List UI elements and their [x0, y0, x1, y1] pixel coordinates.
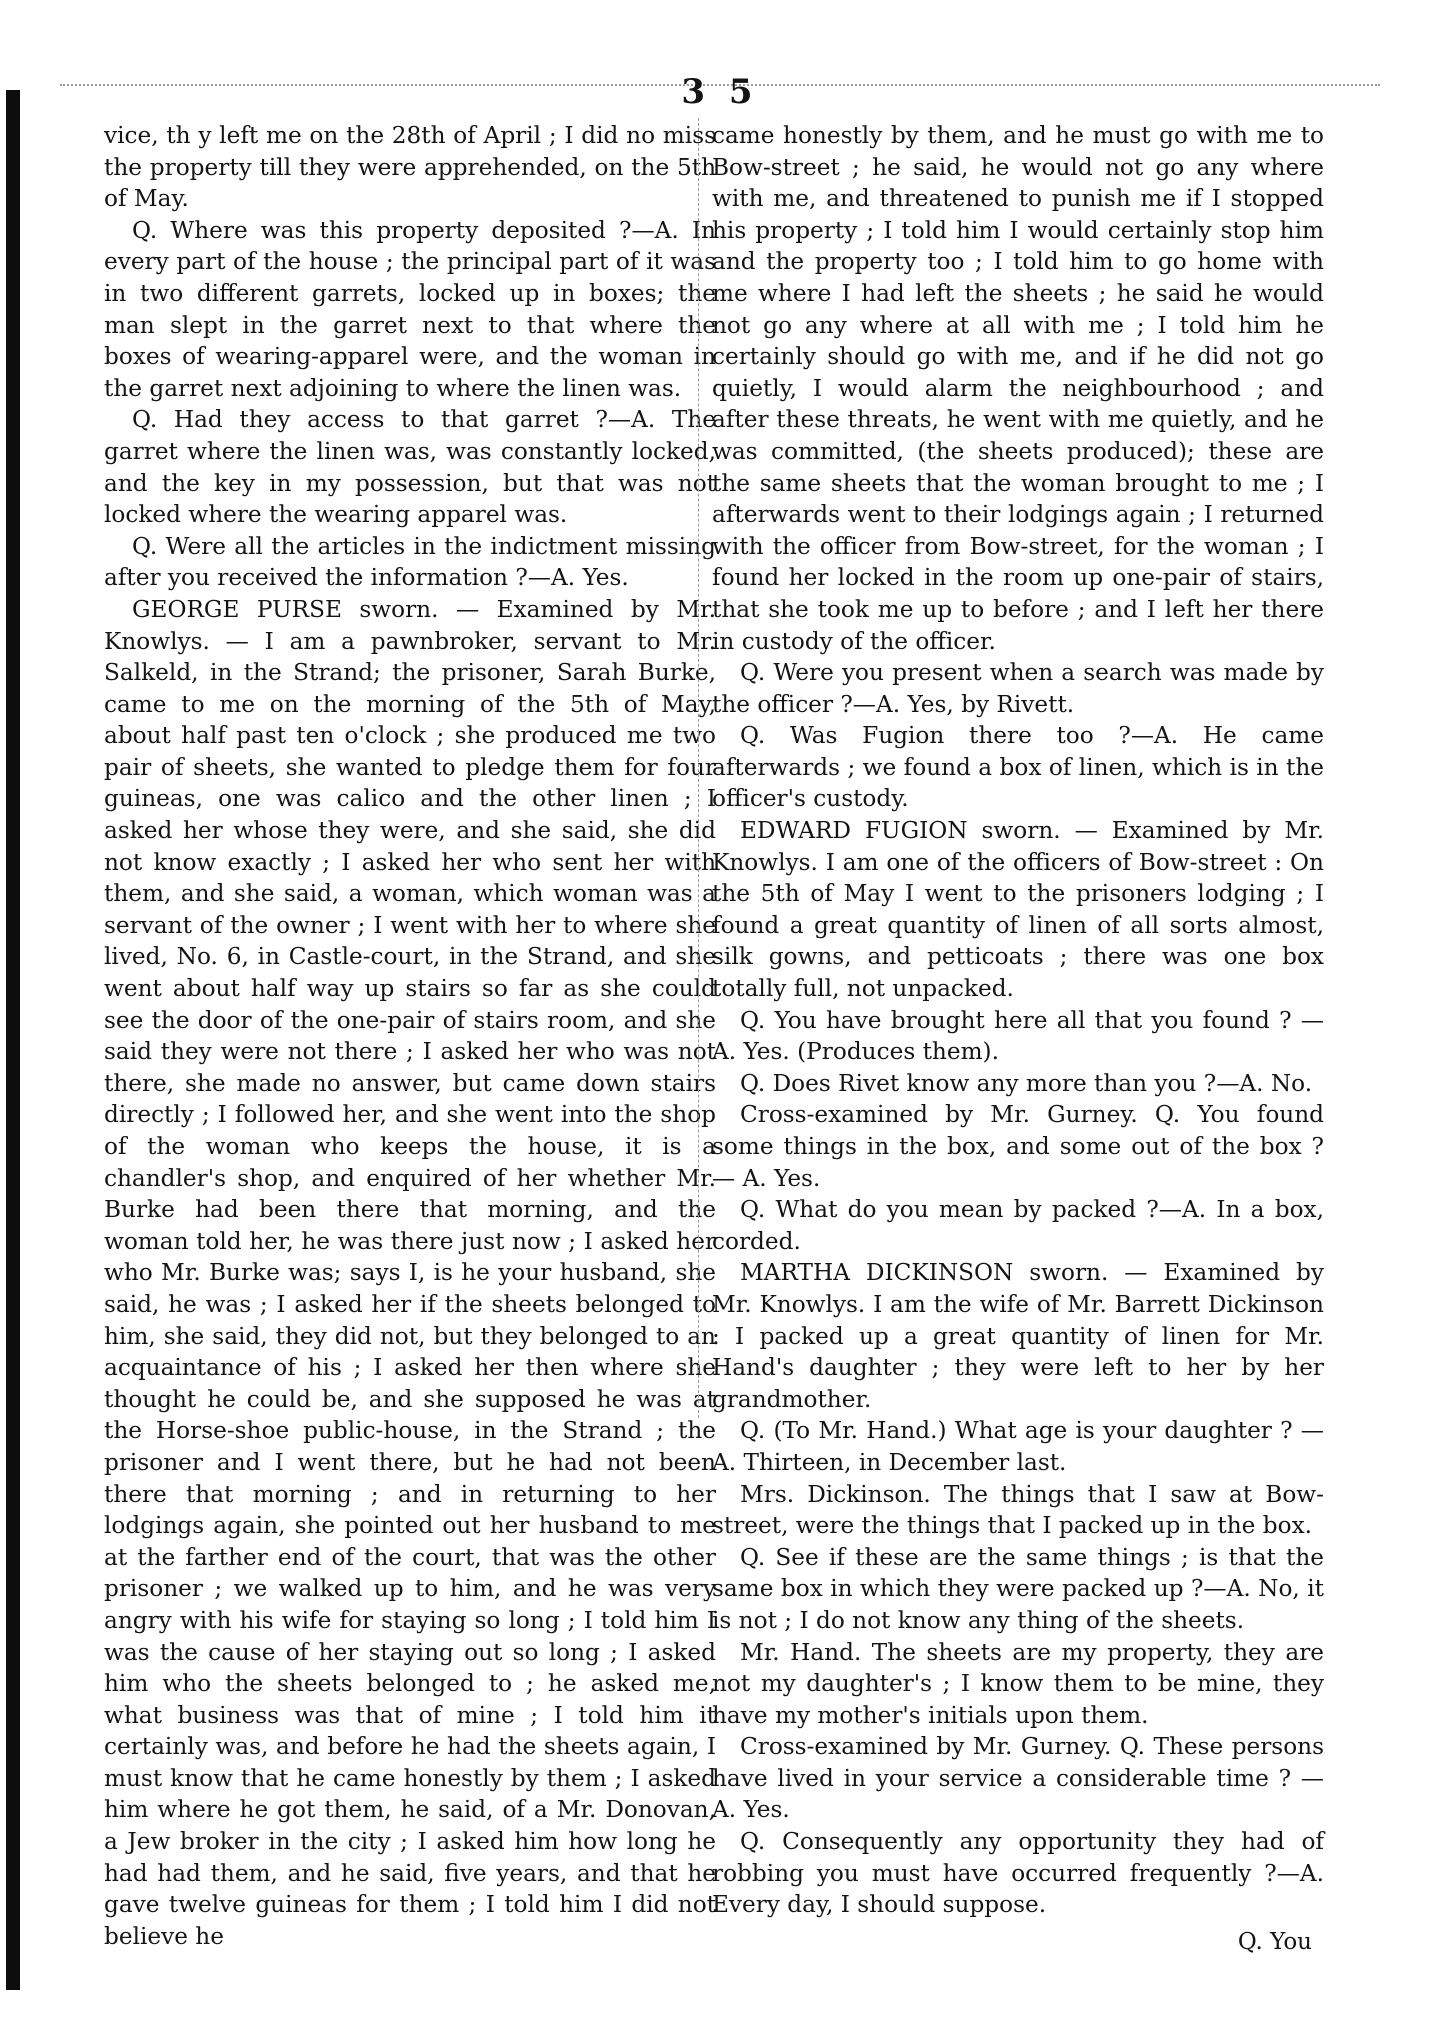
paragraph: Q. Does Rivet know any more than you ?—A. No. — [740, 1069, 1313, 1097]
catchword: Q. You — [1237, 1928, 1312, 1955]
paragraph: Cross-examined by Mr. Gurney. Q. These persons have lived in your service a considerable time ? —A. Yes. — [712, 1733, 1324, 1824]
paragraph: GEORGE PURSE sworn. — Examined by Mr. Knowlys. — I am a pawnbroker, servant to Mr. Salkeld, in the Strand; the prisoner, Sarah Burke, came to me on the morning of the 5th of May, about half past ten o'clock ; she produced me two pair of sheets, she wanted to pledge them for four guineas, one was calico and the other linen ; I asked her whose they were, and she said, she did not know exactly ; I asked her who sent her with them, and she said, a woman, which woman was a servant of the owner ; I went with her to where she lived, No. 6, in Castle-court, in the Strand, and she went about half way up stairs so far as she could see the door of the one-pair of stairs room, and she said they were not there ; I asked her who was not there, she made no answer, but came down stairs directly ; I followed her, and she went into the shop of the woman who keeps the house, it is a chandler's shop, and enquired of her whether Mr. Burke had been there that morning, and the woman told her, he was there just now ; I asked her who Mr. Burke was; says I, is he your husband, she said, he was ; I asked her if the sheets belonged to him, she said, they did not, but they belonged to an acquaintance of his ; I asked her then where she thought he could be, and she supposed he was at the Horse-shoe public-house, in the Strand ; the prisoner and I went there, but he had not been there that morning ; and in returning to her lodgings again, she pointed out her husband to me at the farther end of the court, that was the other prisoner ; we walked up to him, and he was very angry with his wife for staying so long ; I told him I was the cause of her staying out so long ; I asked him who the sheets belonged to ; he asked me, what business was that of mine ; I told him it certainly was, and before he had the sheets again, I must know that he came honestly by them ; I asked him where he got them, he said, of a Mr. Donovan, a Jew broker in the city ; I asked him how long he had had them, and he said, five years, and that he gave twelve guineas for them ; I told him I did not believe he — [104, 595, 716, 1950]
right-column — [712, 120, 1324, 1958]
paragraph: Q. (To Mr. Hand.) What age is your daughter ? —A. Thirteen, in December last. — [712, 1417, 1324, 1476]
page-edge-shadow — [6, 90, 20, 1990]
paragraph: Q. What do you mean by packed ?—A. In a box, corded. — [712, 1196, 1324, 1255]
left-column — [104, 120, 716, 1952]
paragraph: Cross-examined by Mr. Gurney. Q. You found some things in the box, and some out of the box ? — A. Yes. — [712, 1101, 1324, 1192]
paragraph: Q. Consequently any opportunity they had of robbing you must have occurred frequently ?—A. Every day, I should suppose. — [712, 1828, 1324, 1919]
paragraph: Q. You have brought here all that you found ? —A. Yes. (Produces them). — [712, 1006, 1324, 1066]
paragraph: EDWARD FUGION sworn. — Examined by Mr. Knowlys. I am one of the officers of Bow-street : On the 5th of May I went to the prisoners lodging ; I found a great quantity of linen of all sorts almost, silk gowns, and petticoats ; there was one box totally full, not unpacked. — [712, 817, 1324, 1003]
column-divider — [698, 118, 699, 1418]
paragraph: Q. Where was this property deposited ?—A. In every part of the house ; the principal part of it was in two different garrets, locked up in boxes; the man slept in the garret next to that where the boxes of wearing-apparel were, and the woman in the garret next adjoining to where the linen was. — [104, 216, 716, 402]
paragraph: Q. See if these are the same things ; is that the same box in which they were packed up ?—A. No, it is not ; I do not know any thing of the sheets. — [712, 1543, 1324, 1634]
paragraph: Mr. Hand. The sheets are my property, they are not my daughter's ; I know them to be mine, they have my mother's initials upon them. — [712, 1638, 1324, 1729]
paragraph: Q. Was Fugion there too ?—A. He came afterwards ; we found a box of linen, which is in the officer's custody. — [712, 722, 1324, 813]
paragraph: Q. Had they access to that garret ?—A. The garret where the linen was, was constantly locked, and the key in my possession, but that was not locked where the wearing apparel was. — [104, 406, 716, 529]
paragraph: Q. Were you present when a search was made by the officer ?—A. Yes, by Rivett. — [712, 659, 1324, 718]
paragraph: came honestly by them, and he must go with me to Bow-street ; he said, he would not go any where with me, and threatened to punish me if I stopped his property ; I told him I would certainly stop him and the property too ; I told him to go home with me where I had left the sheets ; he said he would not go any where at all with me ; I told him he certainly should go with me, and if he did not go quietly, I would alarm the neighbourhood ; and after these threats, he went with me quietly, and he was committed, (the sheets produced); these are the same sheets that the woman brought to me ; I afterwards went to their lodgings again ; I returned with the officer from Bow-street, for the woman ; I found her locked in the room up one-pair of stairs, that she took me up to before ; and I left her there in custody of the officer. — [712, 122, 1324, 655]
paragraph: Mrs. Dickinson. The things that I saw at Bow-street, were the things that I packed up in the box. — [712, 1480, 1324, 1540]
paragraph: vice, th y left me on the 28th of April ; I did no miss the property till they were apprehended, on the 5th of May. — [104, 122, 716, 213]
paragraph: MARTHA DICKINSON sworn. — Examined by Mr. Knowlys. I am the wife of Mr. Barrett Dickinson : I packed up a great quantity of linen for Mr. Hand's daughter ; they were left to her by her grandmother. — [712, 1259, 1324, 1413]
page-number: 3 5 — [681, 72, 759, 112]
paragraph: Q. Were all the articles in the indictment missing after you received the information ?—A. Yes. — [104, 532, 716, 592]
